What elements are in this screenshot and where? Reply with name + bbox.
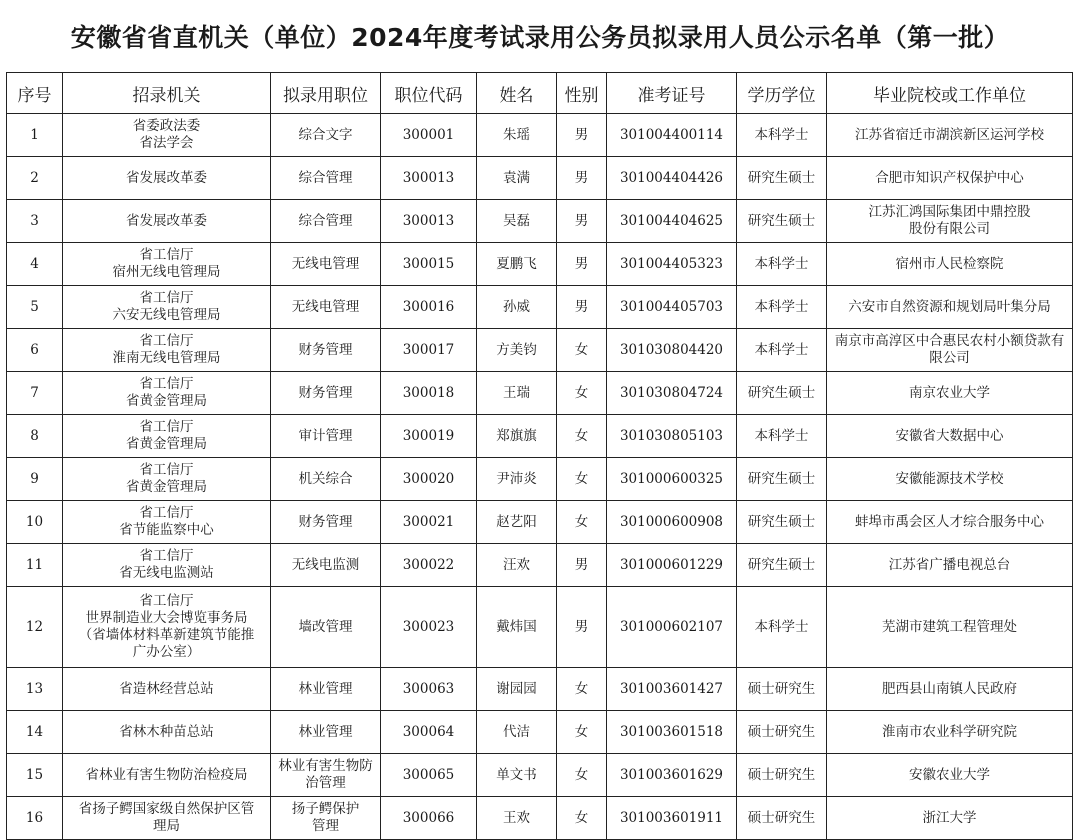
cell-degree: 本科学士 [737, 587, 827, 668]
cell-code: 300064 [381, 711, 477, 754]
cell-school: 合肥市知识产权保护中心 [827, 157, 1073, 200]
cell-degree: 研究生硕士 [737, 501, 827, 544]
table-row [7, 114, 1073, 157]
cell-degree: 硕士研究生 [737, 711, 827, 754]
cell-exam-id: 301030804724 [607, 372, 737, 415]
table-row [7, 157, 1073, 200]
table-row [7, 415, 1073, 458]
cell-gender: 女 [557, 797, 607, 840]
cell-name: 谢园园 [477, 668, 557, 711]
cell-name: 郑旗旗 [477, 415, 557, 458]
cell-code: 300019 [381, 415, 477, 458]
cell-exam-id: 301000600325 [607, 458, 737, 501]
cell-gender: 男 [557, 157, 607, 200]
cell-org: 省发展改革委 [63, 200, 271, 243]
cell-org: 省工信厅 省黄金管理局 [63, 415, 271, 458]
cell-org: 省林业有害生物防治检疫局 [63, 754, 271, 797]
table-row [7, 372, 1073, 415]
cell-position: 无线电管理 [271, 286, 381, 329]
cell-code: 300066 [381, 797, 477, 840]
cell-org: 省工信厅 省节能监察中心 [63, 501, 271, 544]
cell-org: 省工信厅 淮南无线电管理局 [63, 329, 271, 372]
cell-org: 省林木种苗总站 [63, 711, 271, 754]
cell-position: 机关综合 [271, 458, 381, 501]
cell-org: 省工信厅 宿州无线电管理局 [63, 243, 271, 286]
cell-code: 300063 [381, 668, 477, 711]
table-row [7, 544, 1073, 587]
cell-exam-id: 301030805103 [607, 415, 737, 458]
cell-name: 单文书 [477, 754, 557, 797]
cell-position: 财务管理 [271, 329, 381, 372]
cell-no: 6 [7, 329, 63, 372]
cell-code: 300018 [381, 372, 477, 415]
header-gender: 性别 [557, 73, 607, 114]
header-degree: 学历学位 [737, 73, 827, 114]
cell-position: 审计管理 [271, 415, 381, 458]
cell-degree: 研究生硕士 [737, 458, 827, 501]
candidate-table [6, 72, 1073, 840]
cell-no: 15 [7, 754, 63, 797]
cell-school: 安徽省大数据中心 [827, 415, 1073, 458]
cell-org: 省工信厅 省黄金管理局 [63, 458, 271, 501]
cell-org: 省委政法委 省法学会 [63, 114, 271, 157]
cell-degree: 研究生硕士 [737, 544, 827, 587]
cell-exam-id: 301003601518 [607, 711, 737, 754]
cell-position: 综合文字 [271, 114, 381, 157]
header-code: 职位代码 [381, 73, 477, 114]
cell-name: 戴炜国 [477, 587, 557, 668]
header-no: 序号 [7, 73, 63, 114]
cell-position: 扬子鳄保护 管理 [271, 797, 381, 840]
header-exam-id: 准考证号 [607, 73, 737, 114]
cell-no: 3 [7, 200, 63, 243]
cell-position: 财务管理 [271, 372, 381, 415]
cell-exam-id: 301004405703 [607, 286, 737, 329]
cell-no: 5 [7, 286, 63, 329]
cell-exam-id: 301004404625 [607, 200, 737, 243]
cell-code: 300001 [381, 114, 477, 157]
cell-degree: 本科学士 [737, 243, 827, 286]
cell-exam-id: 301004404426 [607, 157, 737, 200]
cell-gender: 女 [557, 415, 607, 458]
cell-no: 7 [7, 372, 63, 415]
cell-org: 省造林经营总站 [63, 668, 271, 711]
cell-name: 汪欢 [477, 544, 557, 587]
cell-name: 王欢 [477, 797, 557, 840]
cell-no: 2 [7, 157, 63, 200]
table-row [7, 501, 1073, 544]
cell-school: 江苏省宿迁市湖滨新区运河学校 [827, 114, 1073, 157]
table-header-row [7, 73, 1073, 114]
cell-org: 省发展改革委 [63, 157, 271, 200]
cell-exam-id: 301000602107 [607, 587, 737, 668]
cell-gender: 女 [557, 668, 607, 711]
cell-no: 14 [7, 711, 63, 754]
cell-no: 12 [7, 587, 63, 668]
cell-code: 300020 [381, 458, 477, 501]
cell-school: 安徽能源技术学校 [827, 458, 1073, 501]
cell-name: 夏鹏飞 [477, 243, 557, 286]
cell-degree: 硕士研究生 [737, 668, 827, 711]
cell-no: 1 [7, 114, 63, 157]
cell-no: 4 [7, 243, 63, 286]
table-row [7, 668, 1073, 711]
cell-school: 安徽农业大学 [827, 754, 1073, 797]
cell-org: 省扬子鳄国家级自然保护区管 理局 [63, 797, 271, 840]
cell-gender: 男 [557, 544, 607, 587]
cell-school: 淮南市农业科学研究院 [827, 711, 1073, 754]
cell-org: 省工信厅 六安无线电管理局 [63, 286, 271, 329]
table-row [7, 797, 1073, 840]
cell-exam-id: 301003601911 [607, 797, 737, 840]
cell-no: 8 [7, 415, 63, 458]
cell-position: 无线电监测 [271, 544, 381, 587]
cell-school: 肥西县山南镇人民政府 [827, 668, 1073, 711]
cell-degree: 研究生硕士 [737, 200, 827, 243]
cell-degree: 硕士研究生 [737, 754, 827, 797]
cell-name: 孙威 [477, 286, 557, 329]
cell-school: 芜湖市建筑工程管理处 [827, 587, 1073, 668]
cell-position: 林业管理 [271, 711, 381, 754]
cell-no: 10 [7, 501, 63, 544]
cell-no: 9 [7, 458, 63, 501]
header-position: 拟录用职位 [271, 73, 381, 114]
cell-position: 综合管理 [271, 157, 381, 200]
cell-code: 300013 [381, 157, 477, 200]
cell-code: 300021 [381, 501, 477, 544]
cell-gender: 男 [557, 587, 607, 668]
cell-exam-id: 301004405323 [607, 243, 737, 286]
cell-degree: 本科学士 [737, 114, 827, 157]
table-body [7, 114, 1073, 840]
cell-org: 省工信厅 世界制造业大会博览事务局 （省墙体材料革新建筑节能推 广办公室） [63, 587, 271, 668]
cell-name: 朱瑶 [477, 114, 557, 157]
header-org: 招录机关 [63, 73, 271, 114]
cell-gender: 女 [557, 372, 607, 415]
cell-degree: 硕士研究生 [737, 797, 827, 840]
header-name: 姓名 [477, 73, 557, 114]
cell-school: 南京农业大学 [827, 372, 1073, 415]
header-school: 毕业院校或工作单位 [827, 73, 1073, 114]
page-title: 安徽省省直机关（单位）2024年度考试录用公务员拟录用人员公示名单（第一批） [70, 23, 1010, 52]
cell-gender: 男 [557, 286, 607, 329]
table-row [7, 458, 1073, 501]
cell-position: 林业管理 [271, 668, 381, 711]
cell-code: 300016 [381, 286, 477, 329]
cell-school: 江苏汇鸿国际集团中鼎控股 股份有限公司 [827, 200, 1073, 243]
cell-code: 300023 [381, 587, 477, 668]
cell-no: 13 [7, 668, 63, 711]
cell-position: 财务管理 [271, 501, 381, 544]
cell-position: 墙改管理 [271, 587, 381, 668]
cell-no: 16 [7, 797, 63, 840]
cell-exam-id: 301000601229 [607, 544, 737, 587]
cell-name: 尹沛炎 [477, 458, 557, 501]
cell-degree: 研究生硕士 [737, 372, 827, 415]
table-row [7, 329, 1073, 372]
table-row [7, 286, 1073, 329]
cell-code: 300017 [381, 329, 477, 372]
cell-school: 江苏省广播电视总台 [827, 544, 1073, 587]
cell-org: 省工信厅 省黄金管理局 [63, 372, 271, 415]
cell-org: 省工信厅 省无线电监测站 [63, 544, 271, 587]
cell-name: 代洁 [477, 711, 557, 754]
table-row [7, 200, 1073, 243]
cell-exam-id: 301030804420 [607, 329, 737, 372]
cell-gender: 女 [557, 754, 607, 797]
cell-school: 六安市自然资源和规划局叶集分局 [827, 286, 1073, 329]
cell-school: 南京市高淳区中合惠民农村小额贷款有 限公司 [827, 329, 1073, 372]
cell-position: 林业有害生物防 治管理 [271, 754, 381, 797]
cell-name: 吴磊 [477, 200, 557, 243]
cell-gender: 男 [557, 200, 607, 243]
cell-degree: 本科学士 [737, 415, 827, 458]
cell-no: 11 [7, 544, 63, 587]
cell-gender: 女 [557, 458, 607, 501]
cell-name: 王瑞 [477, 372, 557, 415]
cell-exam-id: 301004400114 [607, 114, 737, 157]
cell-gender: 女 [557, 501, 607, 544]
cell-degree: 研究生硕士 [737, 157, 827, 200]
cell-code: 300065 [381, 754, 477, 797]
cell-exam-id: 301000600908 [607, 501, 737, 544]
cell-name: 赵艺阳 [477, 501, 557, 544]
table-row [7, 587, 1073, 668]
cell-code: 300013 [381, 200, 477, 243]
cell-position: 综合管理 [271, 200, 381, 243]
cell-gender: 男 [557, 243, 607, 286]
table-row [7, 243, 1073, 286]
cell-exam-id: 301003601629 [607, 754, 737, 797]
cell-school: 宿州市人民检察院 [827, 243, 1073, 286]
cell-name: 方美钧 [477, 329, 557, 372]
cell-exam-id: 301003601427 [607, 668, 737, 711]
table-row [7, 711, 1073, 754]
cell-school: 浙江大学 [827, 797, 1073, 840]
cell-code: 300015 [381, 243, 477, 286]
cell-gender: 男 [557, 114, 607, 157]
cell-gender: 女 [557, 711, 607, 754]
cell-school: 蚌埠市禹会区人才综合服务中心 [827, 501, 1073, 544]
cell-position: 无线电管理 [271, 243, 381, 286]
table-row [7, 754, 1073, 797]
cell-name: 袁满 [477, 157, 557, 200]
cell-degree: 本科学士 [737, 329, 827, 372]
cell-gender: 女 [557, 329, 607, 372]
cell-code: 300022 [381, 544, 477, 587]
cell-degree: 本科学士 [737, 286, 827, 329]
